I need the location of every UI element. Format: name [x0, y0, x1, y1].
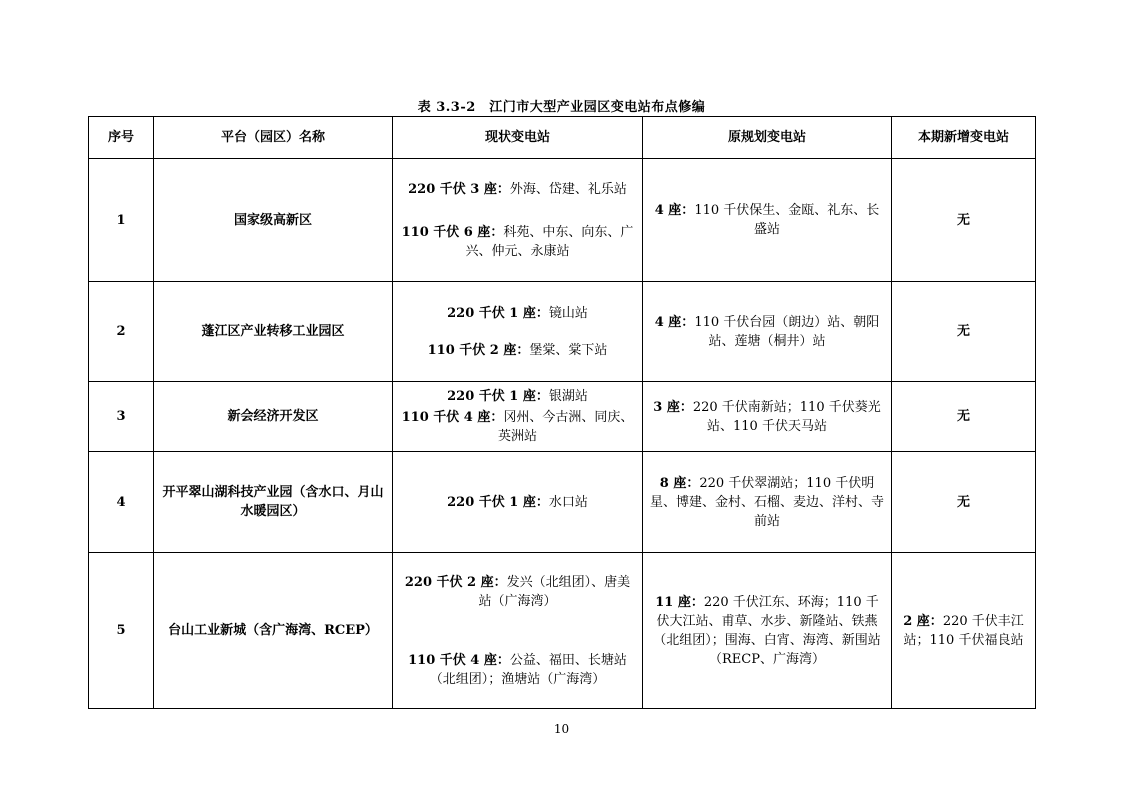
planned-stations: 8 座：220 千伏翠湖站；110 千伏明星、博建、金村、石榴、麦边、洋村、寺前站 [643, 452, 892, 553]
row-number: 5 [89, 553, 154, 709]
current-stations [393, 382, 643, 452]
current-stations [393, 159, 643, 282]
park-name: 开平翠山湖科技产业园（含水口、月山水暖园区） [154, 452, 393, 553]
added-stations: 无 [892, 159, 1036, 282]
current-110kv: 110 千伏 6 座：科苑、中东、向东、广兴、仲元、永康站 [401, 224, 634, 259]
planned-stations: 3 座：220 千伏南新站；110 千伏葵光站、110 千伏天马站 [643, 382, 892, 452]
header-current: 现状变电站 [393, 117, 643, 159]
current-stations [393, 553, 643, 709]
table-row [89, 159, 1036, 282]
planned-stations: 11 座：220 千伏江东、环海；110 千伏大江站、甫草、水步、新隆站、铁燕（北组团）；围海、白宵、海湾、新围站（RECP、广海湾） [643, 553, 892, 709]
page-number: 10 [553, 722, 570, 736]
table-row [89, 553, 1036, 709]
table-header-row [89, 117, 1036, 159]
current-110kv: 110 千伏 2 座：堡棠、棠下站 [427, 342, 608, 358]
park-name: 蓬江区产业转移工业园区 [154, 282, 393, 382]
header-added: 本期新增变电站 [892, 117, 1036, 159]
planned-stations: 4 座：110 千伏台园（朗边）站、朝阳站、莲塘（桐井）站 [643, 282, 892, 382]
added-stations: 无 [892, 452, 1036, 553]
current-220kv: 220 千伏 2 座：发兴（北组团）、唐美站（广海湾） [404, 574, 631, 609]
header-planned: 原规划变电站 [643, 117, 892, 159]
current-220kv: 220 千伏 1 座：镜山站 [447, 305, 588, 321]
current-stations [393, 452, 643, 553]
header-name: 平台（园区）名称 [154, 117, 393, 159]
park-name: 国家级高新区 [154, 159, 393, 282]
row-number: 3 [89, 382, 154, 452]
planned-stations: 4 座：110 千伏保生、金瓯、礼东、长盛站 [643, 159, 892, 282]
row-number: 4 [89, 452, 154, 553]
row-number: 2 [89, 282, 154, 382]
table-row [89, 382, 1036, 452]
park-name: 新会经济开发区 [154, 382, 393, 452]
current-110kv: 110 千伏 4 座：冈州、今古洲、同庆、英洲站 [401, 410, 634, 444]
table-row [89, 452, 1036, 553]
current-110kv: 110 千伏 4 座：公益、福田、长塘站（北组团）；渔塘站（广海湾） [408, 652, 627, 687]
added-stations: 无 [892, 282, 1036, 382]
table-row [89, 282, 1036, 382]
current-220kv: 220 千伏 1 座：水口站 [447, 494, 588, 510]
park-name: 台山工业新城（含广海湾、RCEP） [154, 553, 393, 709]
row-number: 1 [89, 159, 154, 282]
table-caption: 表 3.3-2 江门市大型产业园区变电站布点修编 [417, 100, 706, 115]
substation-table [88, 116, 1036, 709]
current-220kv: 220 千伏 3 座：外海、岱建、礼乐站 [408, 181, 627, 197]
added-stations: 无 [892, 382, 1036, 452]
added-stations: 2 座：220 千伏丰江站；110 千伏福良站 [892, 553, 1036, 709]
current-220kv: 220 千伏 1 座：银湖站 [447, 389, 588, 404]
current-stations [393, 282, 643, 382]
header-no: 序号 [89, 117, 154, 159]
